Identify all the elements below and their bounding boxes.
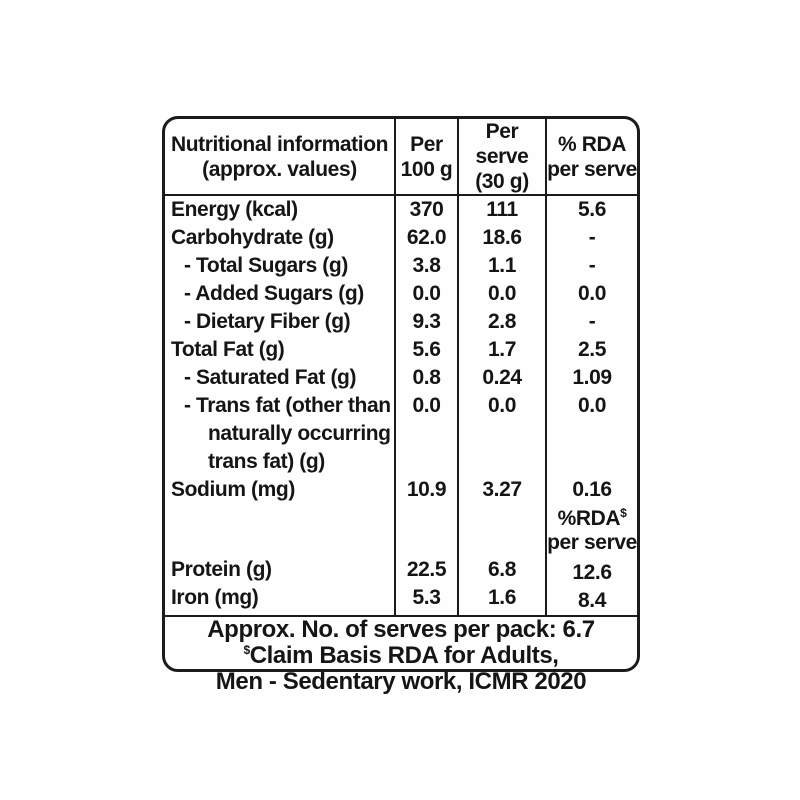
col-rda	[545, 196, 637, 615]
value-per-100g: 5.3	[412, 586, 441, 609]
row-label	[165, 280, 394, 308]
header-per-serve	[457, 119, 545, 194]
value-rda: 8.4	[578, 589, 606, 612]
rda-subheader	[547, 504, 637, 559]
row-label	[165, 308, 394, 336]
row-label-line: Iron (mg)	[171, 586, 259, 609]
header-line: Per	[410, 132, 443, 156]
row-label	[165, 392, 394, 476]
value-per-serve: 111	[486, 198, 518, 221]
row-label	[165, 252, 394, 280]
row-label	[165, 364, 394, 392]
value-per-100g: 22.5	[406, 558, 447, 581]
value-rda: -	[588, 310, 596, 333]
header-per-100g	[394, 119, 457, 194]
table-header	[165, 119, 637, 196]
table-footer	[165, 615, 637, 695]
value-rda: 0.0	[578, 282, 606, 305]
value-per-serve: 2.8	[488, 310, 516, 333]
header-line: per serve	[547, 157, 637, 181]
value-per-100g: 0.8	[412, 366, 441, 389]
value-per-100g: 9.3	[412, 310, 441, 333]
row-label	[165, 224, 394, 252]
value-per-100g: 0.0	[412, 394, 441, 417]
value-per-100g: 10.9	[406, 478, 447, 501]
value-rda: 1.09	[572, 366, 612, 389]
rda-subheader-text: %RDA	[557, 507, 621, 530]
value-rda: 5.6	[578, 198, 606, 221]
footer-serves-per-pack: Approx. No. of serves per pack: 6.7	[207, 616, 595, 643]
value-per-100g: 3.8	[412, 254, 441, 277]
table-body	[165, 196, 637, 615]
row-label-line: - Saturated Fat (g)	[184, 366, 357, 389]
value-rda: 0.0	[578, 394, 606, 417]
row-label-line: trans fat) (g)	[208, 450, 325, 473]
row-label	[165, 584, 394, 612]
value-per-100g: 62.0	[406, 226, 447, 249]
value-per-100g: 5.6	[412, 338, 441, 361]
header-line: % RDA	[557, 132, 626, 156]
dollar-superscript: $	[620, 506, 627, 520]
header-nutritional-information	[165, 119, 394, 194]
value-rda: 2.5	[578, 338, 606, 361]
value-per-serve: 0.0	[488, 394, 516, 417]
row-label-line: naturally occurring	[208, 422, 391, 445]
header-rda-per-serve	[545, 119, 637, 194]
header-line: (approx. values)	[202, 157, 357, 181]
col-per-100g	[394, 196, 457, 615]
value-per-serve: 1.6	[488, 586, 516, 609]
footer-claim-basis: $Claim Basis RDA for Adults,	[243, 642, 559, 669]
nutrition-label	[162, 116, 640, 695]
row-label	[165, 504, 394, 556]
row-label-line: Energy (kcal)	[171, 198, 298, 221]
header-line: Nutritional information	[170, 132, 389, 156]
row-label	[165, 336, 394, 364]
value-per-serve: 6.8	[488, 558, 516, 581]
value-rda: 12.6	[572, 561, 612, 584]
value-rda: -	[588, 226, 596, 249]
value-rda: -	[588, 254, 596, 277]
header-line: (30 g)	[475, 170, 529, 193]
footer-icmr-reference: Men - Sedentary work, ICMR 2020	[215, 668, 587, 695]
value-per-serve: 0.24	[482, 366, 522, 389]
row-label-line: Carbohydrate (g)	[171, 226, 334, 249]
value-per-100g	[396, 504, 457, 556]
value-per-100g: 0.0	[412, 282, 441, 305]
rda-subheader-line1	[547, 507, 637, 531]
row-label	[165, 556, 394, 584]
row-label-line: Total Fat (g)	[171, 338, 285, 361]
value-per-serve: 1.1	[488, 254, 516, 277]
row-label	[165, 196, 394, 224]
row-label-line: - Added Sugars (g)	[184, 282, 364, 305]
row-label-line: - Dietary Fiber (g)	[184, 310, 351, 333]
row-label-line: - Trans fat (other than	[184, 394, 391, 417]
value-per-serve: 0.0	[488, 282, 516, 305]
value-per-serve	[459, 504, 545, 556]
value-per-serve: 1.7	[488, 338, 516, 361]
header-line: 100 g	[400, 157, 453, 181]
header-line: Per serve	[475, 120, 529, 168]
rda-subheader-line2: per serve	[547, 531, 637, 554]
row-label-line: Protein (g)	[171, 558, 272, 581]
value-per-serve: 18.6	[482, 226, 522, 249]
col-labels	[165, 196, 394, 615]
value-rda: 0.16	[572, 478, 612, 501]
value-per-serve: 3.27	[482, 478, 522, 501]
row-label	[165, 476, 394, 504]
col-per-serve	[457, 196, 545, 615]
value-per-100g: 370	[409, 198, 444, 221]
row-label-line: - Total Sugars (g)	[184, 254, 348, 277]
dollar-superscript: $	[243, 643, 250, 657]
row-label-line: Sodium (mg)	[171, 478, 295, 501]
